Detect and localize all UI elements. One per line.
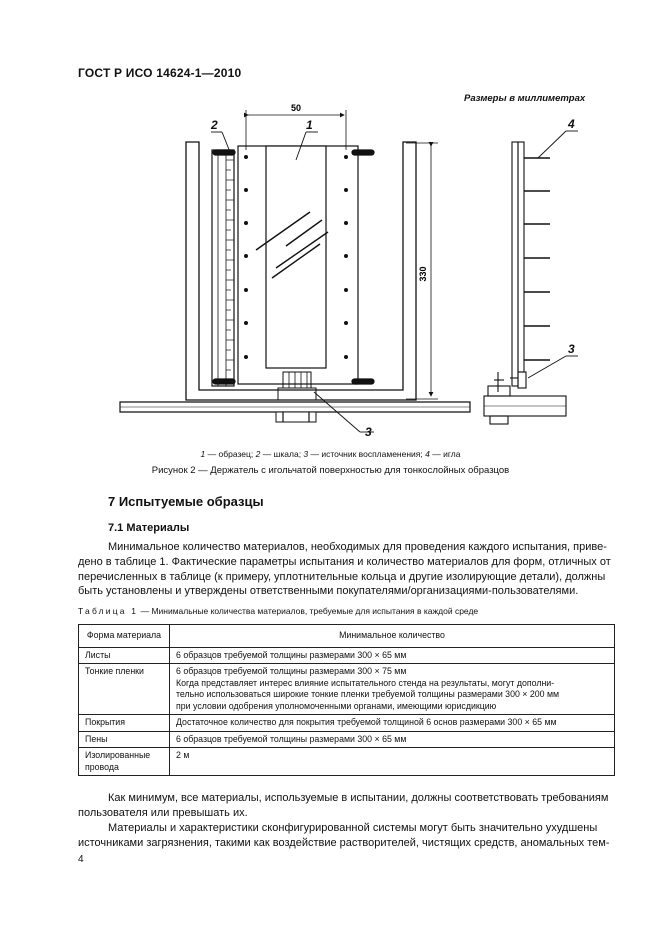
table-row xyxy=(79,748,615,776)
callout-3-front: 3 xyxy=(365,425,372,439)
table-cell-qty xyxy=(170,647,615,664)
holder-side-view xyxy=(484,142,566,424)
table-row xyxy=(79,715,615,732)
para2-line: пользователя или превышать их. xyxy=(78,806,248,819)
paragraph-requirements xyxy=(78,791,614,821)
legend-num-4: 4 xyxy=(425,449,430,459)
table-cell-form xyxy=(79,748,170,776)
dimension-width-label: 50 xyxy=(290,103,302,113)
document-standard-number: ГОСТ Р ИСО 14624-1—2010 xyxy=(78,66,242,80)
cell-text: 2 м xyxy=(176,750,190,760)
dimension-height-label: 330 xyxy=(418,266,428,282)
cell-text: 6 образцов требуемой толщины размерами 300 × 75 мм xyxy=(176,666,407,676)
table-header-cell: Минимальное количество xyxy=(170,625,615,648)
table-cell-qty xyxy=(170,731,615,748)
legend-num-2: 2 xyxy=(255,449,261,459)
cell-text: Пены xyxy=(85,733,108,744)
table-row xyxy=(79,664,615,715)
legend-num-1: 1 xyxy=(200,449,206,459)
para2-line: Как минимум, все материалы, используемые в испытании, должны соответствовать требованиям xyxy=(108,792,609,804)
specimen-holder-drawing xyxy=(0,0,661,440)
table-cell-form xyxy=(79,715,170,732)
para1-line: Минимальное количество материалов, необходимых для проведения каждого испытания, приве- xyxy=(108,541,607,553)
legend-text-4: — игла xyxy=(429,449,461,459)
table-cell-qty xyxy=(170,715,615,732)
cell-text: Изолированные xyxy=(85,750,151,760)
table-cell-form xyxy=(79,664,170,715)
cell-text: Когда представляет интерес влияние испытательного стенда на результаты, могут дополни- xyxy=(176,677,555,688)
figure-caption: Рисунок 2 — Держатель с игольчатой поверхностью для тонкослойных образцов xyxy=(151,465,510,476)
cell-text: при условии одобрения уполномоченными органами, имеющими юрисдикцию xyxy=(176,700,497,711)
table-caption-text: — Минимальные количества материалов, требуемые для испытания в каждой среде xyxy=(138,606,479,616)
cell-text: тельно использоваться широкие тонкие пленки требуемой толщины размерами 300 × 200 мм xyxy=(176,689,560,699)
table-caption xyxy=(78,606,478,616)
para1-line: перечисленных в таблице (к примеру, уплотнительные кольца и другие изолирующие детали), должны xyxy=(78,570,606,583)
dimensions-units-note: Размеры в миллиметрах xyxy=(464,93,586,104)
para3-line: Материалы и характеристики сконфигурированной системы могут быть значительно ухудшены xyxy=(108,822,598,834)
materials-table xyxy=(78,624,615,776)
table-header-row xyxy=(79,625,615,648)
table-row xyxy=(79,647,615,664)
section-title: 7 Испытуемые образцы xyxy=(108,494,264,509)
cell-text: 6 образцов требуемой толщины размерами 300 × 65 мм xyxy=(176,649,407,660)
subsection-title: 7.1 Материалы xyxy=(108,522,190,534)
cell-text: Покрытия xyxy=(85,717,125,727)
cell-text: провода xyxy=(85,761,119,772)
page-number: 4 xyxy=(78,854,84,865)
table-row xyxy=(79,731,615,748)
callout-2: 2 xyxy=(211,118,218,132)
legend-text-2: — шкала; xyxy=(260,449,304,459)
legend-text-1: — образец; xyxy=(205,449,256,459)
table-cell-form xyxy=(79,647,170,664)
callout-4: 4 xyxy=(568,117,575,131)
paragraph-contamination xyxy=(78,821,614,851)
table-cell-form xyxy=(79,731,170,748)
cell-text: 6 образцов требуемой толщины размерами 300 × 65 мм xyxy=(176,733,407,744)
para1-line: дено в таблице 1. Фактические параметры испытания и количество материалов для форм, отличных от xyxy=(78,555,611,568)
dimension-width xyxy=(246,110,346,150)
table-cell-qty xyxy=(170,748,615,776)
callout-1: 1 xyxy=(306,118,313,132)
paragraph-materials-intro xyxy=(78,540,614,599)
callout-3-side: 3 xyxy=(568,342,575,356)
table-header-cell: Форма материала xyxy=(79,625,170,648)
needles xyxy=(524,158,550,360)
table-cell-qty xyxy=(170,664,615,715)
para1-line: быть установлены и утверждены ответственными покупателями/организациями-пользователями. xyxy=(78,585,579,598)
legend-text-3: — источник воспламенения; xyxy=(308,449,426,459)
figure-legend xyxy=(0,449,661,459)
cell-text: Достаточное количество для покрытия требуемой толщиной 6 основ размерами 300 × 65 мм xyxy=(176,717,557,727)
scale-ticks xyxy=(226,160,234,370)
para3-line: источниками загрязнения, такими как воздействие растворителей, чистящих средств, аномальных тем- xyxy=(78,836,610,849)
legend-num-3: 3 xyxy=(303,449,309,459)
cell-text: Тонкие пленки xyxy=(85,666,144,676)
cell-text: Листы xyxy=(85,649,111,660)
table-caption-label: Таблица 1 xyxy=(78,606,139,616)
